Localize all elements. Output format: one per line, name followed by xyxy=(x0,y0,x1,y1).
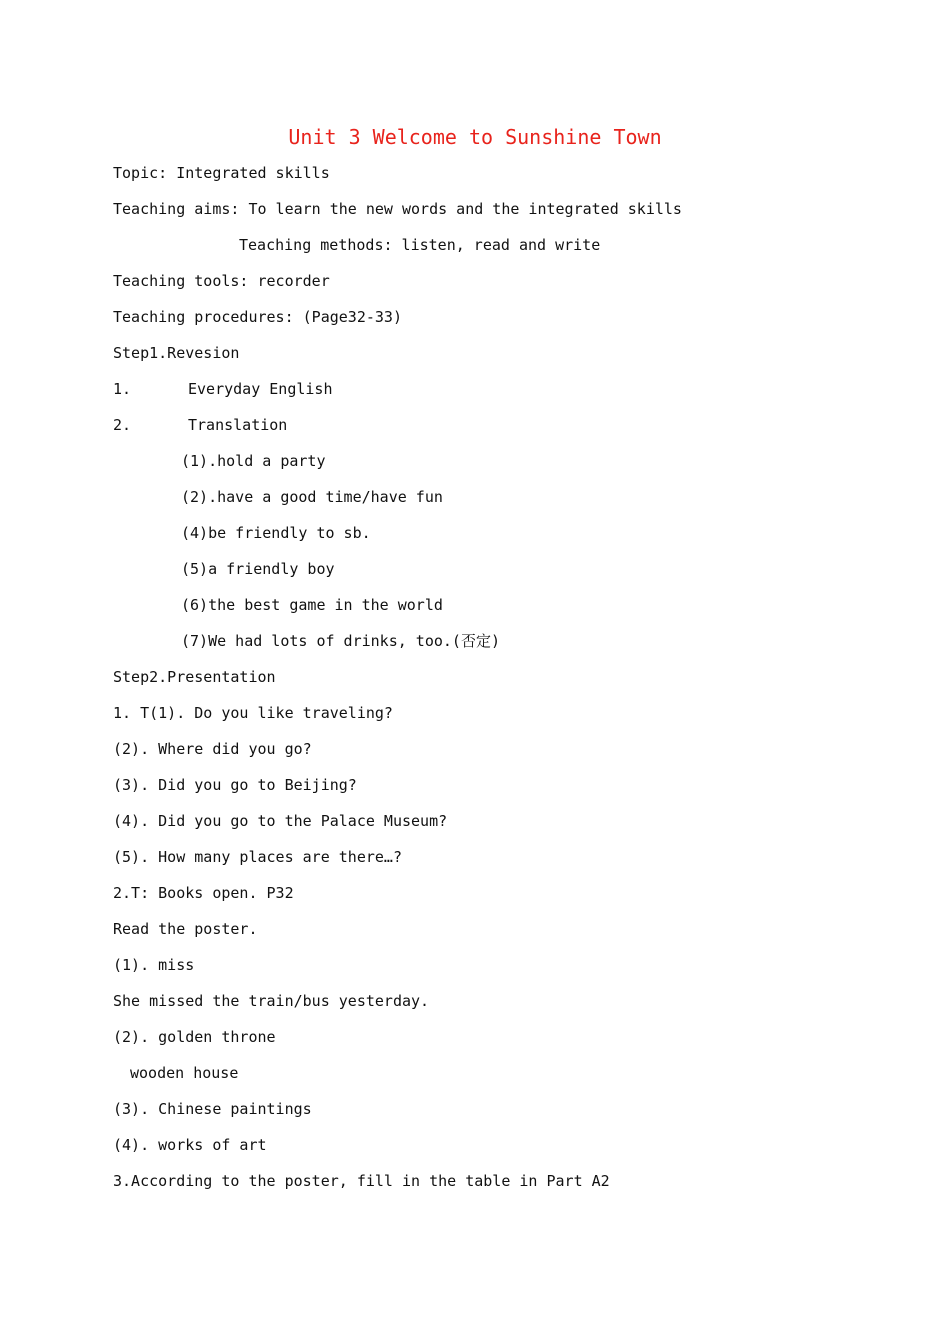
presentation-line: 3.According to the poster, fill in the table in Part A2 xyxy=(113,1172,610,1190)
translation-item: (6)the best game in the world xyxy=(181,596,443,614)
page-title: Unit 3 Welcome to Sunshine Town xyxy=(288,125,662,149)
topic-line: Topic: Integrated skills xyxy=(113,164,330,182)
translation-item: (5)a friendly boy xyxy=(181,560,335,578)
presentation-line: Read the poster. xyxy=(113,920,258,938)
presentation-line: (4). Did you go to the Palace Museum? xyxy=(113,812,448,830)
presentation-line: wooden house xyxy=(130,1064,239,1082)
presentation-line: (1). miss xyxy=(113,956,195,974)
list-item-number: 1. xyxy=(113,380,132,398)
procedures-line: Teaching procedures: (Page32-33) xyxy=(113,308,402,326)
translation-item: (4)be friendly to sb. xyxy=(181,524,371,542)
translation-item: (2).have a good time/have fun xyxy=(181,488,443,506)
methods-line: Teaching methods: listen, read and write xyxy=(239,236,601,254)
list-item xyxy=(113,379,333,399)
list-item-number: 2. xyxy=(113,416,132,434)
translation-item: (1).hold a party xyxy=(181,452,326,470)
presentation-line: (3). Did you go to Beijing? xyxy=(113,776,357,794)
list-item-text: Everyday English xyxy=(188,380,333,398)
step1-heading: Step1.Revesion xyxy=(113,344,240,362)
presentation-line: (3). Chinese paintings xyxy=(113,1100,312,1118)
aims-line: Teaching aims: To learn the new words and the integrated skills xyxy=(113,200,682,218)
tools-line: Teaching tools: recorder xyxy=(113,272,330,290)
presentation-line: (2). golden throne xyxy=(113,1028,276,1046)
translation-item: (7)We had lots of drinks, too.(否定) xyxy=(181,632,500,650)
presentation-line: (4). works of art xyxy=(113,1136,267,1154)
list-item-text: Translation xyxy=(188,416,288,434)
presentation-line: (5). How many places are there…? xyxy=(113,848,402,866)
presentation-line: 2.T: Books open. P32 xyxy=(113,884,294,902)
list-item xyxy=(113,415,287,435)
presentation-line: 1. T(1). Do you like traveling? xyxy=(113,704,393,722)
presentation-line: (2). Where did you go? xyxy=(113,740,312,758)
step2-heading: Step2.Presentation xyxy=(113,668,276,686)
presentation-line: She missed the train/bus yesterday. xyxy=(113,992,430,1010)
